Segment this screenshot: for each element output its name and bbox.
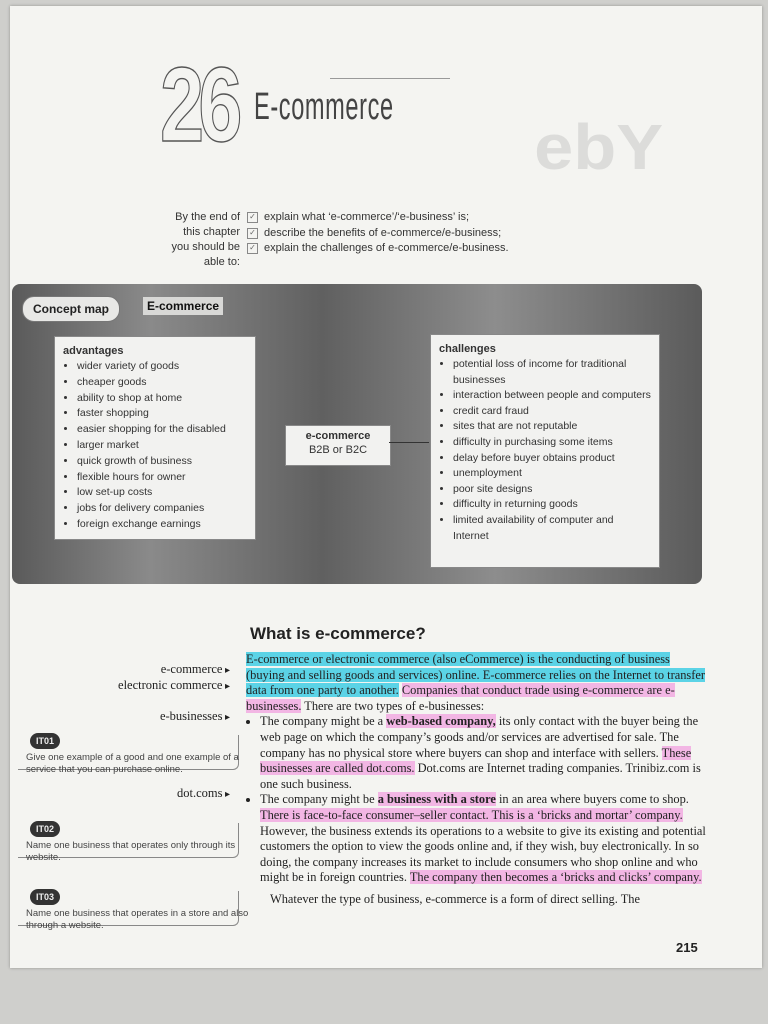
highlight-blue: E-commerce or electronic commerce (also eCommerce) is the conducting of business (buying and selling goods and services) online. E-commerce relies on the Internet to transfer data from one party to another.: [246, 652, 705, 698]
paragraph: Whatever the type of business, e-commerce is a form of direct selling. The: [270, 891, 640, 906]
objective-item: ✓ explain the challenges of e-commerce/e-business.: [247, 241, 509, 257]
margin-term-dotcoms: dot.coms ▸: [0, 786, 230, 801]
list-item: • faster shopping: [77, 406, 247, 422]
list-item: • easier shopping for the disabled: [77, 422, 247, 438]
list-item: • interaction between people and computers: [453, 388, 651, 404]
bold-term: web-based company,: [386, 714, 496, 729]
activity-badge: IT03: [30, 889, 60, 905]
activity-badge: IT01: [30, 733, 60, 749]
objectives-label: By the end of this chapter you should be able to:: [171, 211, 240, 268]
advantages-box: [54, 336, 256, 540]
objective-item: ✓ describe the benefits of e-commerce/e-business;: [247, 226, 509, 242]
margin-term-ecommerce: e-commerce ▸: [0, 662, 230, 677]
checkbox-icon: ✓: [247, 243, 258, 254]
list-item: • limited availability of computer and Internet: [453, 513, 651, 544]
activity-text: Name one business that operates in a store and also through a website.: [26, 908, 249, 931]
checkbox-icon: ✓: [247, 212, 258, 223]
list-item: • unemployment: [453, 466, 651, 482]
list-item: • credit card fraud: [453, 404, 651, 420]
list-item: • larger market: [77, 438, 247, 454]
list-item: • low set-up costs: [77, 485, 247, 501]
list-item: • wider variety of goods: [77, 359, 247, 375]
concept-map-tab: Concept map: [22, 296, 120, 322]
ecommerce-center-box: [285, 425, 391, 466]
highlight-pink: The company then becomes a ‘bricks and clicks’ company.: [409, 870, 702, 885]
center-subtitle: B2B or B2C: [308, 444, 368, 456]
highlight-pink: Companies that conduct trade using e-commerce are e-businesses.: [246, 683, 675, 713]
list-item: • quick growth of business: [77, 454, 247, 470]
activity-text: Give one example of a good and one example of a service that you can purchase online.: [26, 752, 239, 775]
list-item: • The company might be a business with a store in an area where buyers come to shop. There is face-to-face consumer–seller contact. This is a ‘bricks and mortar’ company. However, the business extends its operations to a website to give its existing and potential customers the option to view the goods online and, if they wish, buy electronically. In so doing, the company increases its market to include consumers who shop online and who might be in foreign countries. The company then becomes a ‘bricks and clicks’ company.: [260, 792, 708, 886]
list-item: • cheaper goods: [77, 375, 247, 391]
objectives-list: [247, 210, 509, 257]
arrow-right-icon: [389, 442, 429, 443]
page-number: 215: [676, 940, 698, 955]
list-item: • ability to shop at home: [77, 391, 247, 407]
paragraph: E-commerce or electronic commerce (also eCommerce) is the conducting of business (buying and selling goods and services) online. E-commerce relies on the Internet to transfer data from one party to another. Companies that conduct trade using e-commerce are e-businesses. There are two types of e-businesses:: [246, 652, 705, 713]
challenges-box: [430, 334, 660, 568]
activity-badge: IT02: [30, 821, 60, 837]
list-item: • difficulty in purchasing some items: [453, 435, 651, 451]
list-item: • delay before buyer obtains product: [453, 451, 651, 467]
chapter-rule: [330, 78, 450, 79]
highlight-pink: These businesses are called dot.coms.: [260, 745, 692, 776]
list-item: • jobs for delivery companies: [77, 501, 247, 517]
margin-term-ebusinesses: e-businesses ▸: [0, 709, 230, 724]
list-item: • potential loss of income for traditional businesses: [453, 357, 651, 388]
margin-term-electronic-commerce: electronic commerce ▸: [0, 678, 230, 693]
list-item: • foreign exchange earnings: [77, 517, 247, 533]
challenges-heading: challenges: [439, 343, 496, 355]
section-title: What is e-commerce?: [250, 624, 426, 643]
bold-term: a business with a store: [377, 792, 496, 807]
highlight-pink: There is face-to-face consumer–seller contact. This is a ‘bricks and mortar’ company.: [260, 807, 683, 822]
list-item: • poor site designs: [453, 482, 651, 498]
list-item: • The company might be a web-based company, its only contact with the buyer being the web page on which the company’s goods and/or services are advertised for sale. The company has no physical store where buyers can shop and interface with sellers. These businesses are called dot.coms. Dot.coms are Internet trading companies. Trinibiz.com is one such business.: [260, 714, 708, 792]
concept-map-name: E-commerce: [143, 297, 223, 315]
chapter-title: E-commerce: [254, 86, 394, 128]
body-text: [246, 652, 708, 908]
list-item: • difficulty in returning goods: [453, 497, 651, 513]
checkbox-icon: ✓: [247, 228, 258, 239]
chapter-number: 26: [160, 46, 237, 164]
objective-item: ✓ explain what ‘e-commerce’/‘e-business’ is;: [247, 210, 509, 226]
list-item: • sites that are not reputable: [453, 419, 651, 435]
advantages-heading: advantages: [63, 345, 124, 357]
activity-text: Name one business that operates only through its website.: [26, 840, 236, 863]
watermark-logo: ebY: [534, 111, 664, 183]
center-title: e-commerce: [305, 430, 371, 442]
list-item: • flexible hours for owner: [77, 470, 247, 486]
